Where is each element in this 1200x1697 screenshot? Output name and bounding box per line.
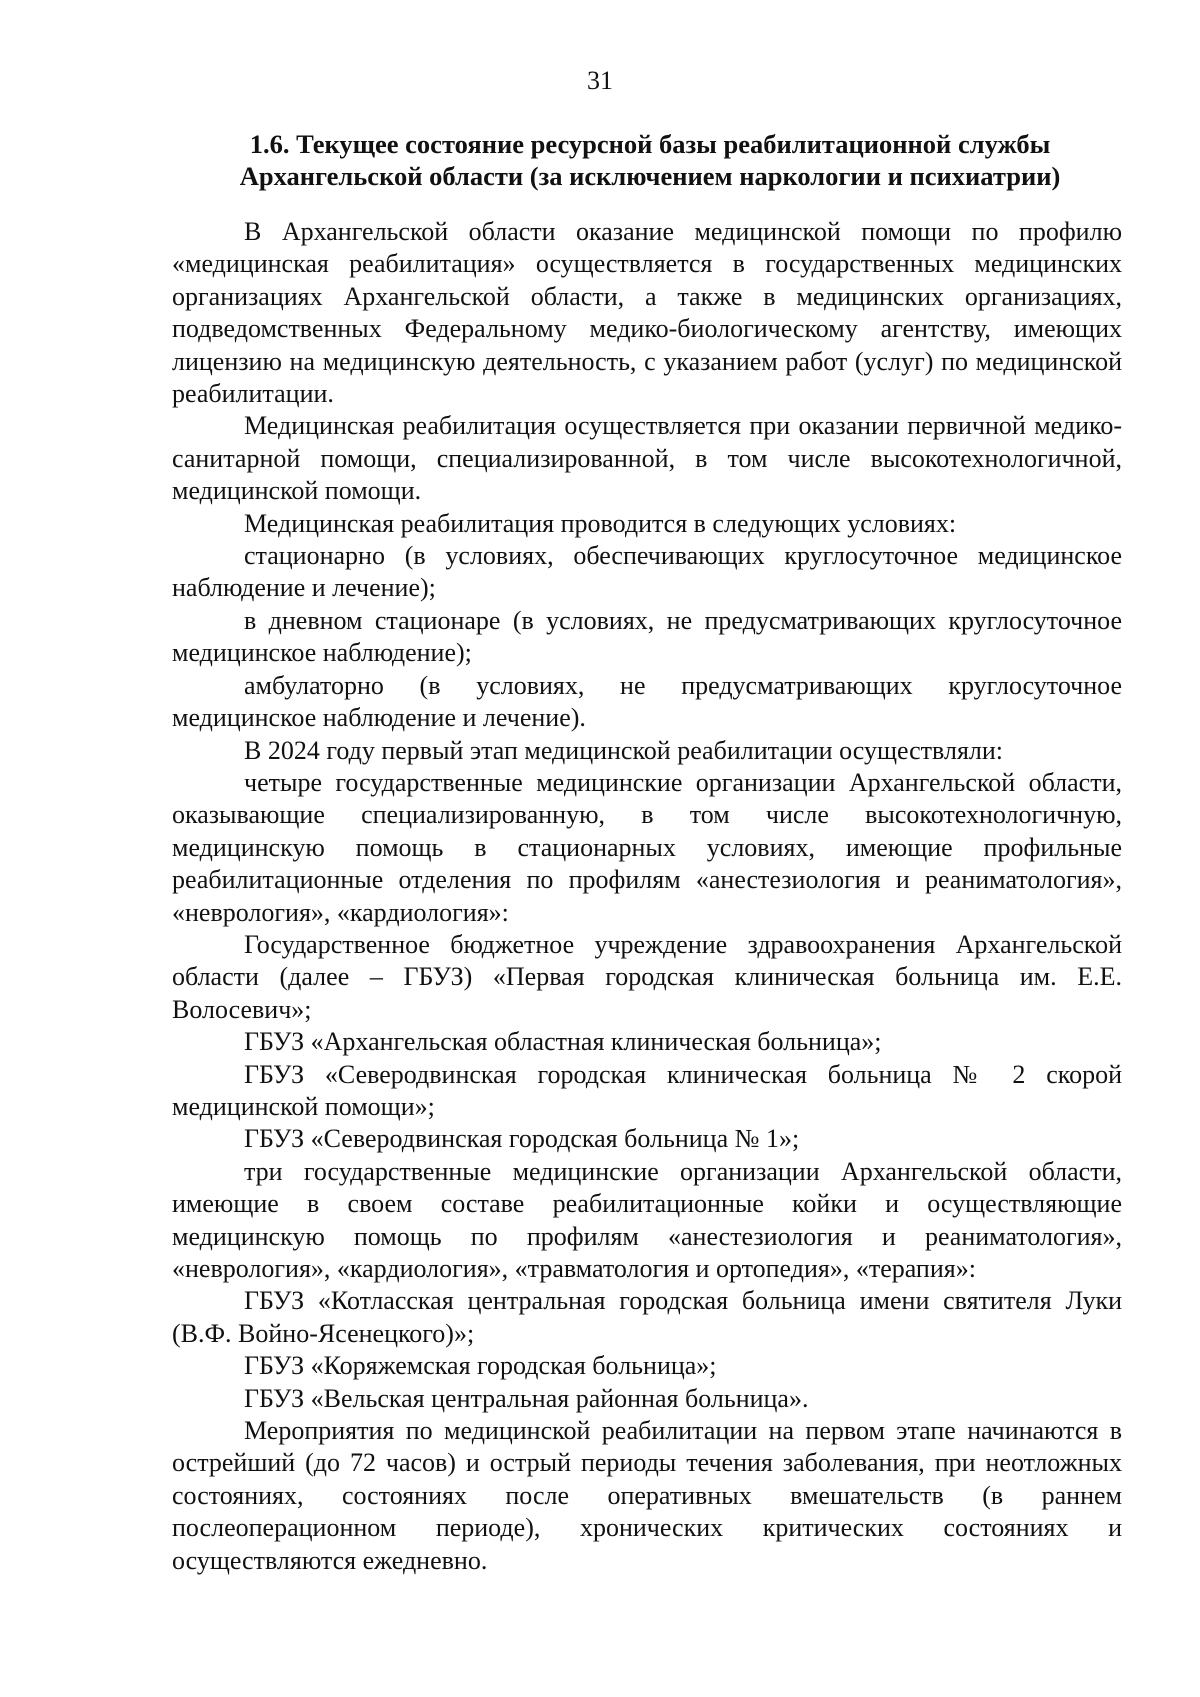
organization-item: ГБУЗ «Вельская центральная районная больница». (244, 1383, 809, 1413)
paragraph: Мероприятия по медицинской реабилитации на первом этапе начинаются в острейший (до 72 часов) и острый периоды течения заболевания, при неотложных состояниях, состояниях после оперативных вмешательств (в раннем послеоперационном периоде), хронических критических состояниях и осуществляются ежедневно. (172, 1416, 1122, 1575)
paragraph: В 2024 году первый этап медицинской реабилитации осуществляли: (244, 735, 1004, 765)
paragraph: Медицинская реабилитация осуществляется при оказании первичной медико-санитарной помощи, специализированной, в том числе высокотехнологичной, медицинской помощи. (172, 411, 1122, 506)
section-heading (172, 128, 1128, 192)
section-heading-line-1: 1.6. Текущее состояние ресурсной базы реабилитационной службы (249, 129, 1051, 159)
organization-item: ГБУЗ «Архангельская областная клиническая больница»; (244, 1027, 882, 1057)
section-heading-line-2: Архангельской области (за исключением наркологии и психиатрии) (239, 161, 1061, 191)
list-item: четыре государственные медицинские организации Архангельской области, оказывающие специализированную, в том числе высокотехнологичную, медицинскую помощь в стационарных условиях, имеющие профильные реабилитационные отделения по профилям «анестезиология и реаниматология», «неврология», «кардиология»: (172, 767, 1122, 927)
organization-item: ГБУЗ «Северодвинская городская больница № 1»; (244, 1124, 800, 1154)
list-item: стационарно (в условиях, обеспечивающих круглосуточное медицинское наблюдение и лечение); (172, 541, 1122, 603)
page-number: 31 (587, 66, 613, 95)
paragraph: Медицинская реабилитация проводится в следующих условиях: (244, 508, 957, 538)
paragraph: В Архангельской области оказание медицинской помощи по профилю «медицинская реабилитация» осуществляется в государственных медицинских организациях Архангельской области, а также в медицинских организациях, подведомственных Федеральному медико-биологическому агентству, имеющих лицензию на медицинскую деятельность, с указанием работ (услуг) по медицинской реабилитации. (172, 217, 1122, 409)
list-item: амбулаторно (в условиях, не предусматривающих круглосуточное медицинское наблюдение и лечение). (172, 670, 1122, 733)
document-body (172, 216, 1122, 1577)
list-item: три государственные медицинские организации Архангельской области, имеющие в своем составе реабилитационные койки и осуществляющие медицинскую помощь по профилям «анестезиология и реаниматология», «неврология», «кардиология», «травматология и ортопедия», «терапия»: (172, 1156, 1122, 1283)
organization-item: Государственное бюджетное учреждение здравоохранения Архангельской области (далее – ГБУЗ) «Первая городская клиническая больница им. Е.Е. Волосевич»; (172, 929, 1122, 1024)
organization-item: ГБУЗ «Котласская центральная городская больница имени святителя Луки (В.Ф. Войно-Ясенецкого)»; (172, 1286, 1122, 1348)
list-item: в дневном стационаре (в условиях, не предусматривающих круглосуточное медицинское наблюдение); (172, 605, 1122, 668)
organization-item: ГБУЗ «Коряжемская городская больница»; (244, 1351, 717, 1381)
organization-item: ГБУЗ «Северодвинская городская клиническая больница № 2 скорой медицинской помощи»; (172, 1059, 1122, 1121)
